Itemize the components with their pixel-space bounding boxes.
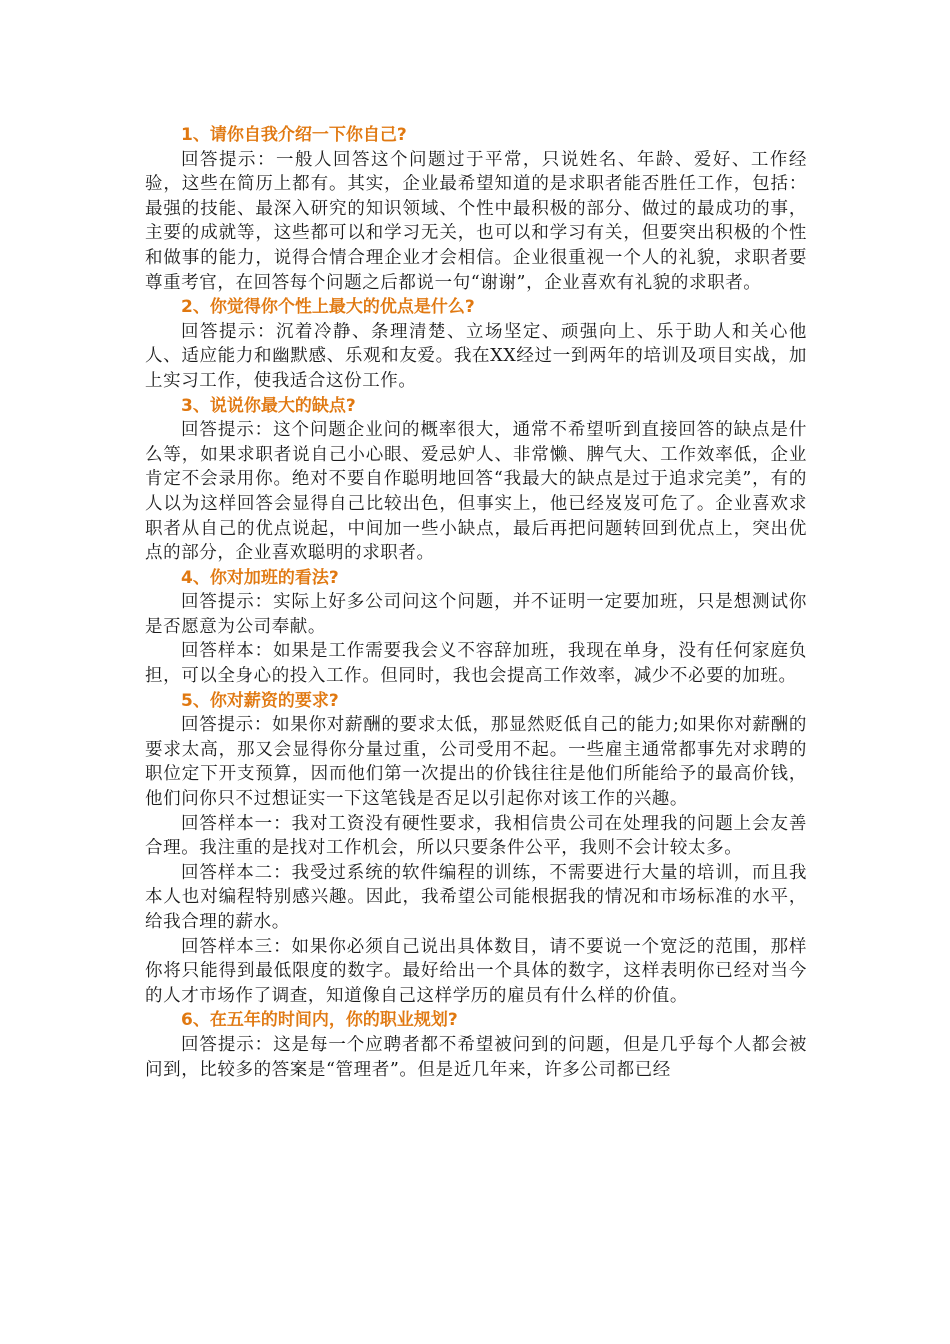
answer-paragraph: 回答提示：实际上好多公司问这个问题，并不证明一定要加班，只是想测试你是否愿意为公司奉献。	[145, 592, 807, 637]
answer-paragraph: 回答提示：这个问题企业问的概率很大，通常不希望听到直接回答的缺点是什么等，如果求职者说自己小心眼、爱忌妒人、非常懒、脾气大、工作效率低，企业肯定不会录用你。绝对不要自作聪明地回答“我最大的缺点是过于追求完美”，有的人以为这样回答会显得自己比较出色，但事实上，他已经岌岌可危了。企业喜欢求职者从自己的优点说起，中间加一些小缺点，最后再把问题转回到优点上，突出优点的部分，企业喜欢聪明的求职者。	[145, 420, 807, 564]
section-2	[145, 295, 807, 393]
answer-paragraph: 回答提示：这是每一个应聘者都不希望被问到的问题，但是几乎每个人都会被问到，比较多的答案是“管理者”。但是近几年来，许多公司都已经	[145, 1034, 807, 1080]
question-heading: 4、你对加班的看法?	[181, 567, 339, 588]
answer-sample-paragraph: 回答样本二：我受过系统的软件编程的训练，不需要进行大量的培训，而且我本人也对编程特别感兴趣。因此，我希望公司能根据我的情况和市场标准的水平，给我合理的薪水。	[145, 862, 807, 932]
question-heading: 2、你觉得你个性上最大的优点是什么?	[181, 297, 475, 318]
section-3	[145, 394, 807, 566]
answer-paragraph: 回答提示：沉着冷静、条理清楚、立场坚定、顽强向上、乐于助人和关心他人、适应能力和幽默感、乐观和友爱。我在XX经过一到两年的培训及项目实战，加上实习工作，使我适合这份工作。	[145, 321, 807, 391]
document-page	[145, 123, 807, 1082]
question-heading: 3、说说你最大的缺点?	[181, 395, 356, 416]
section-6	[145, 1008, 807, 1082]
answer-sample-paragraph: 回答样本：如果是工作需要我会义不容辞加班，我现在单身，没有任何家庭负担，可以全身心的投入工作。但同时，我也会提高工作效率，减少不必要的加班。	[145, 641, 807, 687]
answer-sample-paragraph: 回答样本一：我对工资没有硬性要求，我相信贵公司在处理我的问题上会友善合理。我注重的是找对工作机会，所以只要条件公平，我则不会计较太多。	[145, 813, 807, 859]
answer-paragraph: 回答提示：一般人回答这个问题过于平常，只说姓名、年龄、爱好、工作经验，这些在简历上都有。其实，企业最希望知道的是求职者能否胜任工作，包括：最强的技能、最深入研究的知识领域、个性中最积极的部分、做过的最成功的事，主要的成就等，这些都可以和学习无关，也可以和学习有关，但要突出积极的个性和做事的能力，说得合情合理企业才会相信。企业很重视一个人的礼貌，求职者要尊重考官，在回答每个问题之后都说一句“谢谢”，企业喜欢有礼貌的求职者。	[145, 149, 807, 293]
question-heading: 1、请你自我介绍一下你自己?	[181, 125, 407, 145]
section-5	[145, 689, 807, 1009]
answer-sample-paragraph: 回答样本三：如果你必须自己说出具体数目，请不要说一个宽泛的范围，那样你将只能得到最低限度的数字。最好给出一个具体的数字，这样表明你已经对当今的人才市场作了调查，知道像自己这样学历的雇员有什么样的价值。	[145, 936, 807, 1006]
answer-paragraph: 回答提示：如果你对薪酬的要求太低，那显然贬低自己的能力;如果你对薪酬的要求太高，那又会显得你分量过重，公司受用不起。一些雇主通常都事先对求聘的职位定下开支预算，因而他们第一次提出的价钱往往是他们所能给予的最高价钱，他们问你只不过想证实一下这笔钱是否足以引起你对该工作的兴趣。	[145, 715, 807, 810]
section-1	[145, 123, 807, 295]
section-4	[145, 566, 807, 689]
question-heading: 6、在五年的时间内，你的职业规划?	[181, 1010, 458, 1031]
question-heading: 5、你对薪资的要求?	[181, 690, 339, 711]
